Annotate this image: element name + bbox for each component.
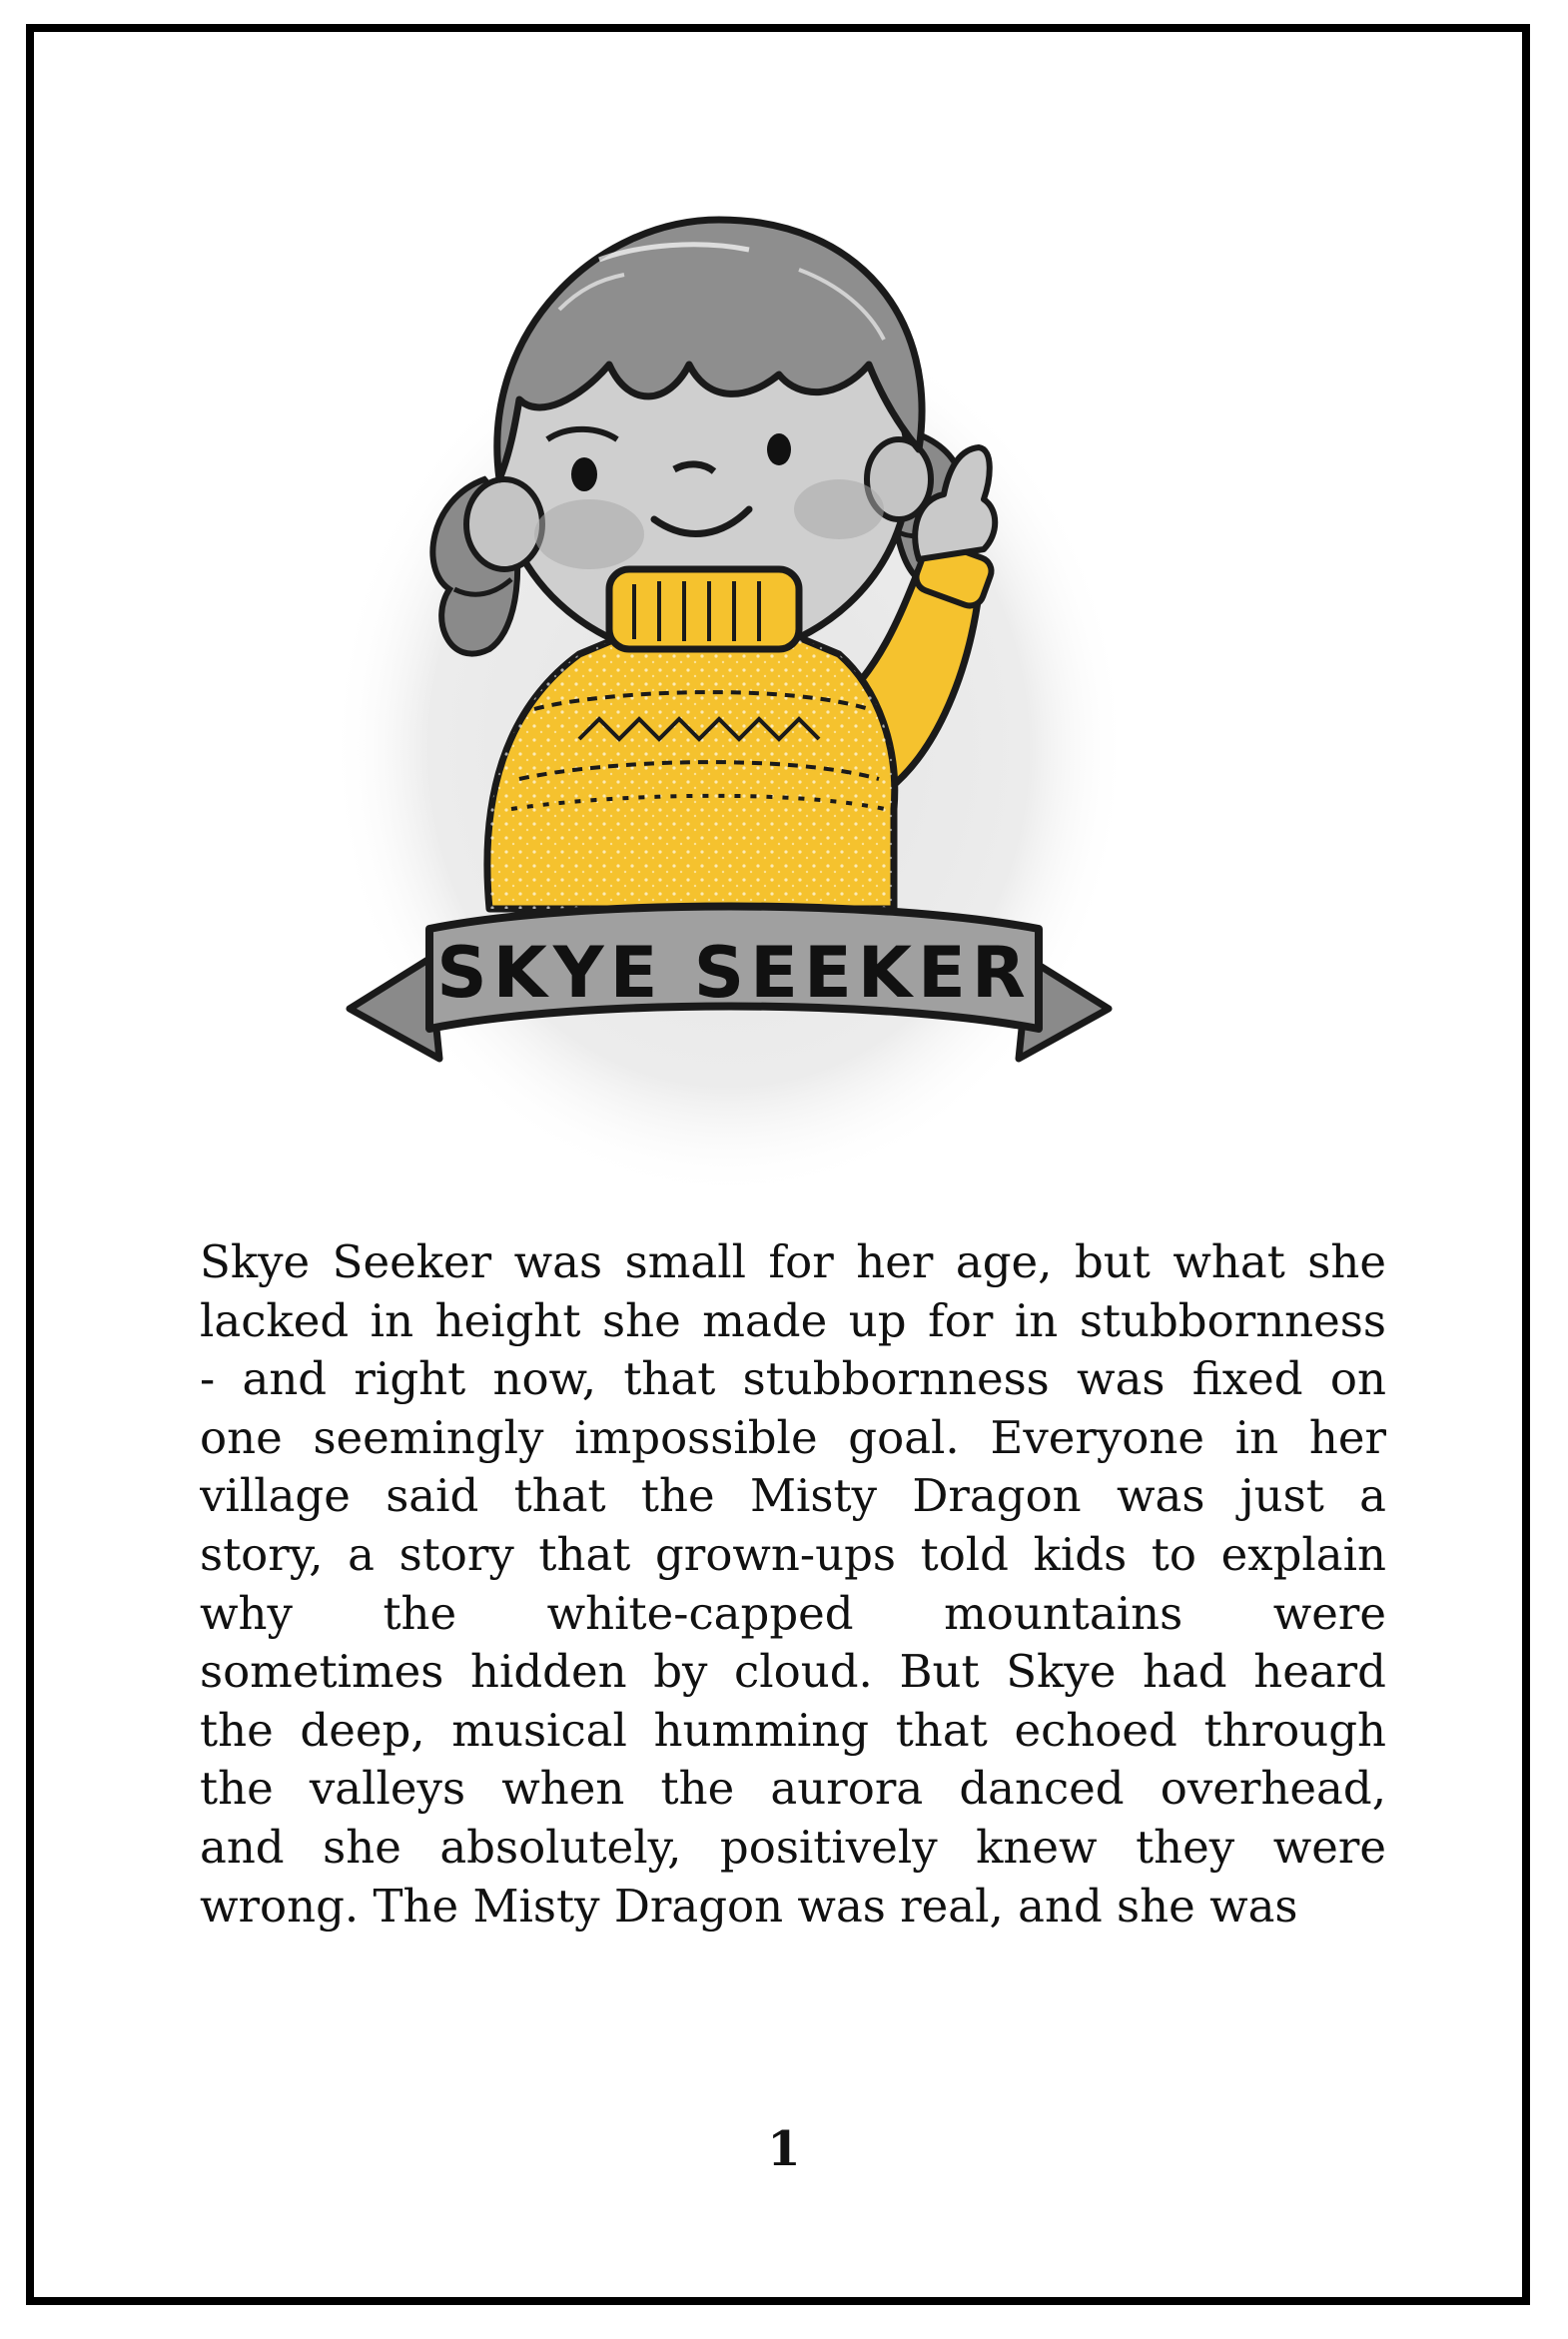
story-line: village said that the Misty Dragon was just a <box>200 1469 1386 1523</box>
story-line: one seemingly impossible goal. Everyone in her <box>200 1410 1386 1464</box>
story-line: Skye Seeker was small for her age, but what she <box>200 1235 1386 1288</box>
story-line: the deep, musical humming that echoed through <box>200 1703 1386 1757</box>
story-line: - and right now, that stubbornness was fixed on <box>200 1352 1386 1406</box>
story-line: wrong. The Misty Dragon was real, and she was <box>200 1879 1298 1933</box>
story-line: why the white-capped mountains were <box>200 1586 1386 1640</box>
story-line: and she absolutely, positively knew they were <box>200 1820 1386 1874</box>
character-illustration <box>280 150 1178 1188</box>
right-eye <box>767 433 791 465</box>
left-eye <box>571 457 597 491</box>
story-line: sometimes hidden by cloud. But Skye had heard <box>200 1645 1386 1699</box>
story-line: lacked in height she made up for in stubbornness <box>200 1293 1386 1347</box>
story-text <box>200 1233 1386 1936</box>
banner-name-text: SKYE SEEKER <box>436 932 1032 1014</box>
story-line: the valleys when the aurora danced overhead, <box>200 1762 1386 1816</box>
story-line: story, a story that grown-ups told kids to explain <box>200 1527 1386 1581</box>
page-number: 1 <box>767 2121 801 2177</box>
